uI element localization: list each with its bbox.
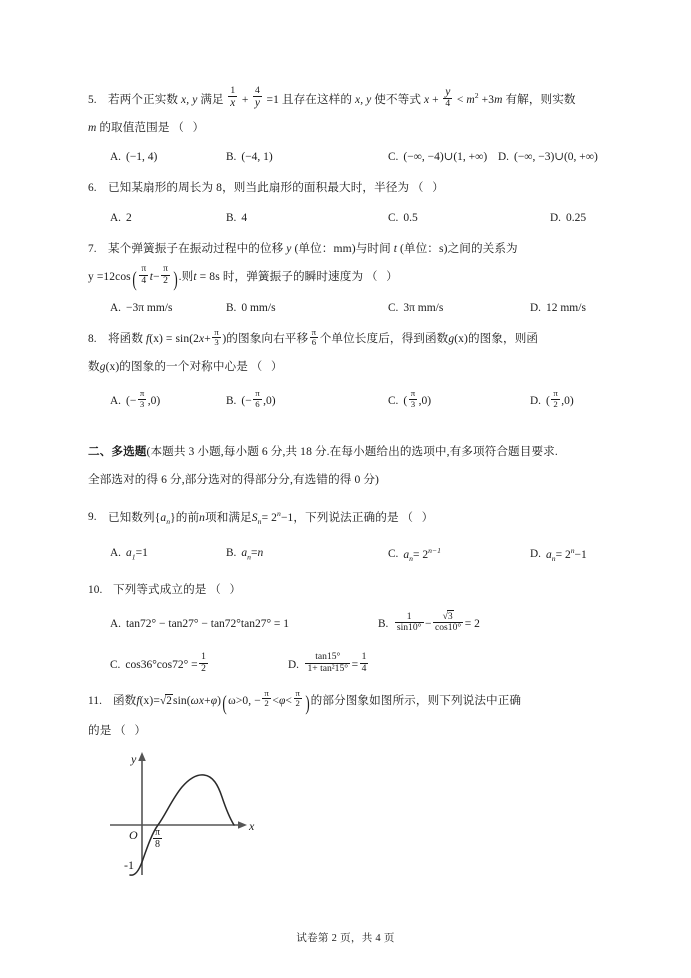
q5-fraction-3 [443,86,452,110]
q9-brace-close: } [170,511,176,524]
q11-stem-text-a: 函数 [112,693,137,707]
q5-option-b[interactable] [226,142,388,172]
q11-fx-arg: (x) [139,694,154,707]
q8-stem-text-b: )的图象向右平移 [222,332,309,346]
q5-number: 5. [88,93,97,106]
q10-optc-den: 2 [201,662,206,674]
question-6 [88,174,608,232]
q7-fraction-1 [139,264,148,286]
q7-stem-text-e: = 8s 时，弹簧振子的瞬时速度为 [196,269,364,283]
q7-stem-line1 [88,235,608,263]
q9-options [88,536,608,574]
q8-option-b-den: 6 [255,398,260,409]
q9-brace-open: { [154,511,161,524]
q6-options [88,202,608,232]
q10-optb-f1-den: sin10° [396,622,422,634]
q8-option-a-fraction [138,389,146,409]
q10-option-b[interactable] [378,604,480,644]
q9-S-symbol: S [251,511,258,524]
question-7 [88,235,608,324]
q11-figure [110,747,340,907]
q8-stem-text-a: 将函数 [107,332,144,346]
q10-option-d[interactable] [288,645,370,685]
q10-stem [88,576,608,604]
q9-option-b-sub: n [247,551,251,561]
q7-option-a-text: −3π mm/s [125,302,173,315]
q10-options-row1 [88,604,608,644]
q9-number: 9. [88,511,97,524]
x-tick-label-pi-over-8 [153,827,162,850]
q5-option-c[interactable] [388,142,487,172]
question-11 [88,687,608,907]
q10-optb-sqrt: √3 [433,612,463,623]
q5-option-a-label: A. [110,151,121,164]
q8-stem-text-c: 个单位长度后，得到函数 [319,332,449,346]
q10-option-d-fraction-2 [360,652,369,674]
q8-g-symbol: g [448,333,455,346]
q6-option-b-label: B. [226,211,237,224]
q9-option-c-sub: n [409,553,413,563]
q8-stem-line2 [88,353,608,381]
q7-option-a-label: A. [110,302,121,315]
q8-option-a-label: A. [110,394,121,407]
q9-stem-text-c: 项和满足 [205,510,252,524]
q7-stem-line2 [88,263,608,293]
q7-stem-text-c: (单位：s)之间的关系为 [399,241,518,255]
q7-paren-close: ) [172,266,178,291]
q8-frac2-denominator: 6 [311,337,317,348]
q5-frac2-denominator: y [254,96,261,109]
q10-optc-num: 1 [201,651,206,663]
q6-option-c[interactable] [388,203,550,233]
q11-cond-fraction-1 [262,689,271,709]
q5-option-a[interactable] [110,142,226,172]
q5-vars-1: x, y [181,93,198,106]
q8-option-c-den: 3 [410,398,416,409]
q8-number: 8. [88,333,97,346]
section-2-line1 [88,438,608,466]
q5-stem-text-b: 满足 [200,92,224,106]
section-2-body-line1: (本题共 3 小题,每小题 6 分,共 18 分.在每小题给出的选项中,有多项符合题目要求. [146,444,558,458]
q8-g-symbol-2: g [99,361,106,374]
q5-frac3-denominator: 4 [445,97,451,109]
q10-number: 10. [88,583,103,596]
q7-option-b-text: 0 mm/s [241,302,276,315]
q5-option-b-label: B. [226,151,237,164]
q10-option-b-fraction-2 [433,612,463,634]
q6-number: 6. [88,182,97,195]
q11-x-var: x [198,694,205,707]
q8-option-b-label: B. [226,394,237,407]
q11-stem-line2 [88,717,608,745]
q6-option-d-label: D. [550,211,561,224]
q5-m-exponent: 2 [474,91,479,100]
q8-stem-text-f: 的图象的一个对称中心是 [119,360,248,374]
q9-stem [88,500,608,536]
q9-option-c-var: a [403,548,410,561]
q9-option-a[interactable] [110,538,226,572]
q10-option-c-fraction [199,652,208,674]
q8-option-d-tail: ,0) [561,394,574,407]
q8-options [88,381,608,419]
q5-option-a-text: (−1, 4) [125,151,158,164]
q7-option-c-label: C. [388,302,399,315]
q5-frac1-numerator: 1 [228,86,237,97]
q11-equals: = [153,694,160,707]
q10-option-c[interactable] [110,645,258,685]
q5-ineq-plus: + [432,93,439,106]
q11-cond-fraction-2 [294,689,303,709]
q11-stem-text-c: 的是 [88,723,112,737]
page-content [88,82,608,909]
q9-option-b-var: a [241,546,248,559]
q5-ineq-x: x [424,93,430,106]
q5-frac3-numerator: y [445,85,451,98]
q8-stem-text-d: 的图象，则函 [467,332,539,346]
q11-stem-line1 [88,687,608,717]
q10-optd-eq: = [351,658,359,671]
q9-option-c-rest: = 2 [412,548,429,561]
q7-option-d-text: 12 mm/s [545,302,586,315]
q8-option-a[interactable]: A. (− $\frac{\pi}{3}$ ,0) [110,388,161,409]
q9-option-d-exp: n [570,545,575,555]
q11-cond-omega: ω>0, − [228,694,261,707]
q8-answer-blank[interactable]: （ ） [250,361,286,374]
q5-stem-text-e: 有解，则实数 [505,92,576,106]
q11-phi: φ [210,694,218,707]
q7-option-b[interactable] [226,293,388,323]
q8-option-a-sign: − [129,394,137,407]
section-2-prefix: 二、 [88,444,112,458]
q9-stem-text-b: 的前 [175,510,200,524]
q10-option-b-fraction-1 [395,612,424,634]
q8-option-c[interactable]: C. ( $\frac{\pi}{3}$ ,0) [388,388,432,409]
q10-optd-f1-den: 1+ tan²15° [307,662,349,674]
q9-answer-blank[interactable]: （ ） [401,511,436,524]
q5-m-range-var: m [88,121,97,134]
q10-option-a-label: A. [110,618,121,631]
page-footer [0,930,691,945]
q8-option-b-sign: − [245,394,252,407]
q7-t-var2: t [193,270,197,283]
q11-cond-phi: φ [278,694,286,707]
q9-option-a-rest: =1 [135,546,148,559]
q9-stem-text-d: ，下列说法正确的是 [293,510,399,524]
q5-frac2-numerator: 4 [253,86,262,97]
question-5 [88,82,608,172]
q9-seq-a: a [160,511,167,524]
q5-stem-text-f: 的取值范围是 [99,120,170,134]
q5-fraction-1 [228,86,237,110]
q10-optb-sqrt-body: 3 [447,610,453,622]
q8-option-a-den: 3 [139,398,145,409]
q5-option-d[interactable] [498,142,598,172]
x-axis-label: x [249,818,255,833]
q11-cond-paren-close: ) [304,690,310,715]
q5-m-variable-2: m [494,93,503,106]
q7-stem-text-b: (单位：mm)与时间 [294,241,391,255]
q9-option-d-var: a [545,548,552,561]
q9-option-d-sub: n [551,553,556,563]
q5-option-b-text: (−4, 1) [241,151,273,164]
q11-plus: + [204,694,211,707]
q6-option-d-text: 0.25 [565,211,587,224]
q5-equals-one: =1 [266,93,279,106]
q7-frac1-denominator: 4 [141,274,147,286]
q5-plus-three: +3 [481,93,495,106]
q6-option-a-text: 2 [125,211,132,224]
q8-option-d-fraction [551,389,559,409]
q11-answer-blank[interactable]: （ ） [114,724,149,737]
q9-seq-subscript: n [166,516,171,526]
q8-option-d-den: 2 [553,398,558,409]
q9-option-a-sub: 1 [131,551,136,561]
q8-stem-text-e: 数 [88,360,100,374]
q9-option-b-rest: = [250,546,258,559]
q9-option-a-label: A. [110,546,121,559]
q8-frac2-numerator: π [311,326,317,337]
q9-option-d-after: −1 [574,548,587,561]
q7-option-c[interactable] [388,293,530,323]
y-axis-arrowhead [138,752,146,761]
q7-option-c-text: 3π mm/s [403,302,444,315]
q9-option-c-exp: n−1 [428,545,441,555]
q8-equals-sin: = sin(2 [165,333,199,346]
q8-option-a-tail: ,0) [147,394,161,407]
q8-fraction-1 [212,328,221,348]
q7-paren-open: ( [132,266,137,291]
q11-cond-paren-open: ( [222,690,227,715]
q5-m-variable: m [466,93,475,106]
q6-option-c-text: 0.5 [403,211,418,224]
q6-stem [88,174,608,202]
q10-optb-eq: = 2 [464,618,480,631]
q9-option-b-tail: n [257,546,264,559]
q5-option-d-label: D. [498,151,509,164]
q10-optb-f2-den: cos10° [435,622,462,634]
q7-formula-lhs: y =12cos [88,270,131,283]
q5-vars-2: x, y [355,93,372,106]
q9-option-c[interactable] [388,536,530,574]
q11-number: 11. [88,694,103,707]
q11-cond-f2-num: π [295,687,301,698]
q8-option-d[interactable]: D. ( $\frac{\pi}{2}$ ,0) [530,388,574,409]
q7-formula-minus: − [153,270,160,283]
q7-option-d-label: D. [530,302,541,315]
q8-gx-arg: (x) [454,333,468,346]
footer-text: 试卷第 2 页，共 4 页 [296,933,395,944]
q5-stem-text-c: 且存在这样的 [281,92,353,106]
q11-sin-open: sin( [173,694,191,707]
q8-stem-line1 [88,325,608,353]
q8-option-a-num: π [139,388,145,399]
q10-answer-blank[interactable]: （ ） [209,583,244,596]
section-2-line2 [88,466,608,494]
q7-options [88,293,608,323]
q10-stem-text: 下列等式成立的是 [112,582,207,596]
q8-fx-arg: (x) [149,333,163,346]
q6-option-d[interactable] [550,203,586,233]
q6-option-a-label: A. [110,211,121,224]
q10-optb-minus: − [425,618,432,631]
q8-option-c-fraction [409,389,417,409]
q11-cond-lt2: < [285,694,293,707]
q5-stem-line1 [88,82,608,114]
q11-sin-close: ) [217,694,222,707]
q6-option-c-label: C. [388,211,399,224]
q9-option-d-rest: = 2 [555,548,571,561]
q8-option-c-tail: ,0) [418,394,432,407]
y-tick-label-minus-one: -1 [124,857,134,872]
q9-equals-two: = 2 [261,511,278,524]
q11-f-symbol: f [136,694,140,707]
q7-fraction-2 [161,264,170,286]
q8-fraction-2 [310,328,319,348]
q7-frac2-denominator: 2 [163,274,169,286]
section-2-heading [88,438,608,494]
q8-option-b-fraction [253,389,261,409]
tick-numerator: π [155,826,161,838]
section-2-body-line2: 全部选对的得 6 分,部分选对的得部分分,有选错的得 0 分) [88,472,380,486]
q11-graph-svg [110,747,340,907]
section-2-title: 多选题 [111,444,147,458]
q7-time-var: t [393,242,398,255]
q6-answer-blank[interactable]: （ ） [412,182,447,195]
q7-stem-text-d: .则 [178,269,194,283]
q5-fraction-2 [253,86,262,110]
q8-option-b[interactable]: B. (− $\frac{\pi}{6}$ ,0) [226,388,276,409]
q10-option-a-text: tan72° − tan27° − tan72°tan27° = 1 [125,618,290,631]
question-9 [88,500,608,574]
q11-omega: ω [190,694,199,707]
q9-S-subscript: n [257,516,262,526]
q11-cond-f1-den: 2 [264,698,269,709]
question-10 [88,576,608,685]
q10-option-d-label: D. [288,658,299,671]
q9-exponent: n [277,508,281,518]
q11-stem-text-b: 的部分图象如图所示，则下列说法中正确 [310,693,522,707]
q8-f-symbol: f [145,333,150,346]
q7-option-b-label: B. [226,302,237,315]
q9-n-var: n [199,511,206,524]
q8-option-d-num: π [553,388,558,399]
q10-option-d-fraction-1 [305,652,350,674]
q5-plus-operator: + [241,93,249,106]
q10-optb-f1-num: 1 [395,612,424,623]
q10-optc-lhs: cos36°cos72° = [125,658,198,671]
q10-optd-f1-num: tan15° [305,652,350,663]
q10-option-a[interactable] [110,604,378,644]
q10-option-b-label: B. [378,618,389,631]
q10-options-row2 [88,644,608,684]
q7-frac2-numerator: π [163,263,169,275]
q7-answer-blank[interactable]: （ ） [366,270,401,283]
question-8 [88,325,608,419]
q8-gx-arg-2: (x) [105,361,120,374]
q5-stem-text-a: 若两个正实数 [107,92,179,106]
q11-cond-f1-num: π [264,687,269,698]
q8-option-b-num: π [255,388,260,399]
q11-cond-lt1: < [272,694,279,707]
tick-denominator: 8 [155,838,161,850]
q5-less-than: < [456,93,464,106]
q7-stem-text-a: 某个弹簧振子在振动过程中的位移 [107,241,284,255]
q8-option-c-num: π [410,388,416,399]
q9-minus-one: −1 [280,511,294,524]
q7-displacement-var: y [286,242,292,255]
q11-cond-f2-den: 2 [295,698,301,709]
q6-option-a[interactable] [110,203,226,233]
q7-number: 7. [88,242,97,255]
q5-options [88,142,608,172]
q8-x-var: x [198,333,205,346]
x-axis-arrowhead [238,821,247,829]
q5-option-d-text: (−∞, −3)∪(0, +∞) [513,151,598,164]
q9-option-c-label: C. [388,548,399,561]
q11-sqrt: √2 [159,694,172,707]
q6-option-b[interactable] [226,203,388,233]
q6-option-b-text: 4 [241,211,248,224]
q9-stem-text-a: 已知数列 [107,510,155,524]
q5-option-c-text: (−∞, −4)∪(1, +∞) [403,151,488,164]
origin-label: O [129,827,138,842]
q6-stem-text: 已知某扇形的周长为 8，则当此扇形的面积最大时，半径为 [107,181,410,195]
q8-option-d-label: D. [530,394,541,407]
q9-option-a-var: a [125,546,132,559]
q7-frac1-numerator: π [141,263,147,275]
q5-stem-line2 [88,114,608,142]
y-axis-label: y [131,751,137,766]
q9-option-d[interactable] [530,536,587,574]
q8-option-b-tail: ,0) [263,394,276,407]
q7-option-a[interactable] [110,293,226,323]
q5-stem-text-d: 使不等式 [374,92,422,106]
q8-option-c-label: C. [388,394,399,407]
q9-option-d-label: D. [530,548,541,561]
q5-frac1-denominator: x [230,96,236,109]
q5-answer-blank[interactable]: （ ） [172,121,207,134]
q9-option-b-label: B. [226,546,237,559]
q8-frac1-numerator: π [214,326,219,337]
q10-optd-f2-den: 4 [361,662,367,674]
q9-option-b[interactable] [226,538,388,572]
q8-frac1-denominator: 3 [214,337,219,348]
q8-plus: + [204,333,211,346]
q5-option-c-label: C. [388,151,399,164]
q10-optd-f2-num: 1 [361,651,367,663]
q11-sqrt-body: 2 [166,694,172,707]
q7-option-d[interactable] [530,293,586,323]
q10-option-c-label: C. [110,658,121,671]
q7-formula-t: t [149,270,154,283]
